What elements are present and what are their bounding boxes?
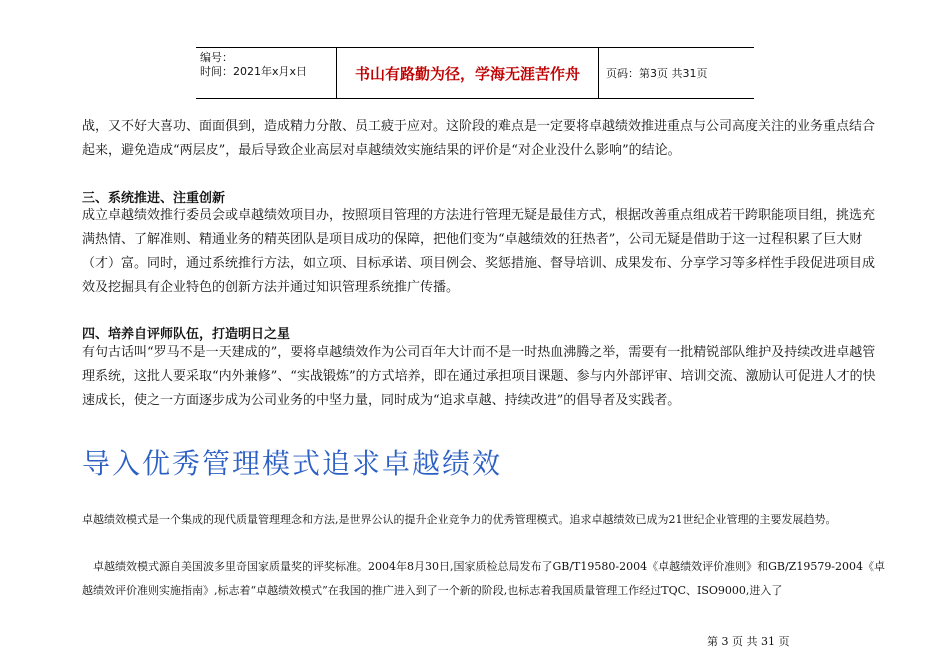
section-4-heading: 四、培养自评师队伍，打造明日之星 [82, 327, 291, 342]
header-motto: 书山有路勤为径，学海无涯苦作舟 [337, 48, 599, 98]
intro-paragraph: 战，又不好大喜功、面面俱到，造成精力分散、员工疲于应对。这阶段的难点是一定要将卓越绩效推进重点与公司高度关注的业务重点结合起来，避免造成“两层皮”，最后导致企业高层对卓越绩效实施结果的评价是“对企业没什么影响”的结论。 [82, 119, 876, 158]
chapter-title: 导入优秀管理模式追求卓越绩效 [82, 447, 503, 480]
header-page-info: 页码：第3页 共31页 [606, 67, 708, 80]
section-3-heading: 三、系统推进、注重创新 [82, 191, 226, 206]
chapter-paragraph-2: 卓越绩效模式源自美国波多里奇国家质量奖的评奖标准。2004年8月30日,国家质检总局发布了GB/T19580-2004《卓越绩效评价准则》和GB/Z19579-2004《卓越绩效评价准则实施指南》,标志着“卓越绩效模式”在我国的推广进入到了一个新的阶段,也标志着我国质量管理工作经过TQC、ISO9000,进入了 [82, 560, 886, 597]
section-3-paragraph: 成立卓越绩效推行委员会或卓越绩效项目办，按照项目管理的方法进行管理无疑是最佳方式，根据改善重点组成若干跨职能项目组，挑选充满热情、了解准则、精通业务的精英团队是项目成功的保障，把他们变为“卓越绩效的狂热者”，公司无疑是借助于这一过程积累了巨大财（才）富。同时，通过系统推行方法，如立项、目标承诺、项目例会、奖惩措施、督导培训、成果发布、分享学习等多样性手段促进项目成效及挖掘具有企业特色的创新方法并通过知识管理系统推广传播。 [82, 208, 876, 295]
header-meta [196, 48, 337, 98]
document-number-label: 编号： [200, 51, 233, 64]
page-header [196, 47, 754, 99]
chapter-paragraph-1: 卓越绩效模式是一个集成的现代质量管理理念和方法,是世界公认的提升企业竞争力的优秀管理模式。追求卓越绩效已成为21世纪企业管理的主要发展趋势。 [82, 513, 837, 526]
page-footer: 第 3 页 共 31 页 [707, 635, 790, 648]
section-4-paragraph: 有句古话叫“罗马不是一天建成的”，要将卓越绩效作为公司百年大计而不是一时热血沸腾之举，需要有一批精锐部队维护及持续改进卓越管理系统，这批人要采取“内外兼修”、“实战锻炼”的方式培养，即在通过承担项目课题、参与内外部评审、培训交流、激励认可促进人才的快速成长，使之一方面逐步成为公司业务的中坚力量，同时成为“追求卓越、持续改进”的倡导者及实践者。 [82, 345, 876, 408]
document-time-label: 时间：2021年x月x日 [200, 65, 308, 78]
